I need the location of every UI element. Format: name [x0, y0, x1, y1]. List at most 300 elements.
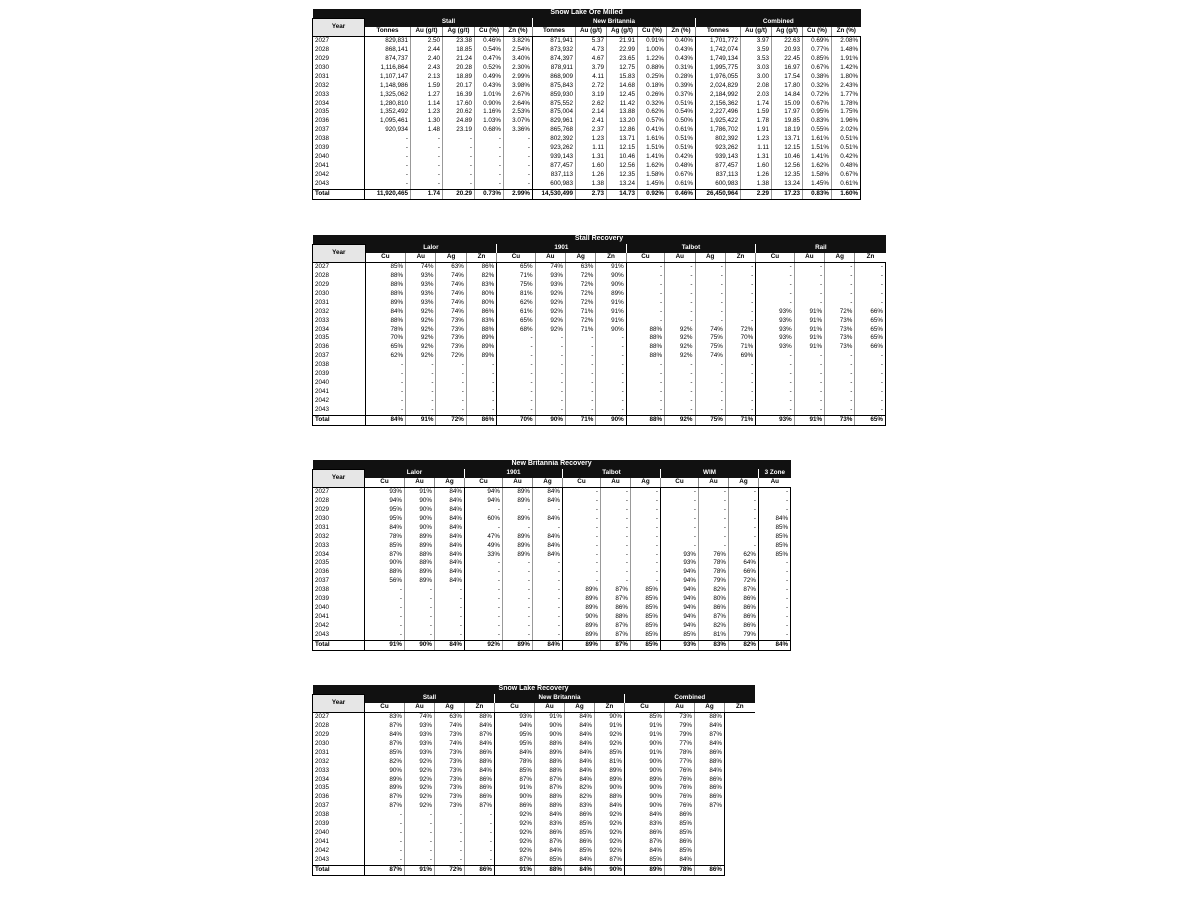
value-cell: 17.54: [772, 73, 803, 82]
value-cell: 93%: [406, 272, 436, 281]
value-cell: 0.43%: [667, 46, 696, 55]
value-cell: -: [465, 820, 495, 829]
value-cell: -: [465, 604, 503, 613]
value-cell: 0.51%: [832, 135, 861, 144]
value-cell: 92%: [535, 326, 565, 335]
column-header-row: [313, 253, 886, 262]
total-value: 1.60%: [832, 189, 861, 199]
value-cell: 82%: [699, 622, 729, 631]
year-cell: 2033: [313, 91, 365, 100]
value-cell: 0.52%: [475, 64, 504, 73]
value-cell: 88%: [626, 352, 664, 361]
value-cell: 84%: [535, 847, 565, 856]
group-header: Combined: [696, 18, 861, 27]
value-cell: -: [756, 397, 794, 406]
value-cell: 86%: [535, 829, 565, 838]
value-cell: 90%: [365, 559, 405, 568]
value-cell: -: [725, 272, 755, 281]
value-cell: -: [825, 299, 855, 308]
value-cell: -: [405, 847, 435, 856]
value-cell: 2.40: [411, 55, 443, 64]
value-cell: 4.67: [576, 55, 607, 64]
value-cell: 91%: [596, 263, 626, 272]
year-cell: 2035: [313, 108, 365, 117]
total-value: 90%: [405, 640, 435, 650]
value-cell: -: [695, 397, 725, 406]
value-cell: 93%: [406, 299, 436, 308]
column-header: Au: [665, 703, 695, 712]
value-cell: -: [405, 586, 435, 595]
value-cell: -: [665, 379, 695, 388]
table-row: [313, 542, 791, 551]
column-header: Cu: [365, 478, 405, 487]
value-cell: 72%: [565, 281, 595, 290]
value-cell: 86%: [695, 793, 725, 802]
value-cell: -: [465, 595, 503, 604]
value-cell: 95%: [495, 740, 535, 749]
value-cell: 600,983: [533, 180, 576, 189]
table-row: [313, 776, 755, 785]
value-cell: 65%: [855, 326, 886, 335]
value-cell: 95%: [365, 506, 405, 515]
value-cell: 82%: [365, 758, 405, 767]
table-row: [313, 577, 791, 586]
value-cell: 93%: [495, 713, 535, 722]
value-cell: -: [411, 162, 443, 171]
value-cell: -: [563, 551, 601, 560]
table-row: [313, 740, 755, 749]
value-cell: 2.44: [411, 46, 443, 55]
value-cell: 89%: [365, 776, 405, 785]
value-cell: 83%: [466, 317, 496, 326]
value-cell: 0.31%: [667, 64, 696, 73]
value-cell: -: [729, 542, 759, 551]
value-cell: 92%: [405, 802, 435, 811]
value-cell: -: [756, 361, 794, 370]
value-cell: -: [631, 577, 661, 586]
value-cell: 1,107,147: [365, 73, 411, 82]
value-cell: -: [759, 595, 791, 604]
value-cell: 84%: [435, 533, 465, 542]
value-cell: -: [405, 820, 435, 829]
value-cell: -: [503, 631, 533, 640]
total-row: [313, 640, 791, 650]
value-cell: 74%: [436, 281, 466, 290]
value-cell: 88%: [535, 740, 565, 749]
value-cell: 93%: [756, 308, 794, 317]
value-cell: -: [565, 343, 595, 352]
value-cell: 84%: [665, 856, 695, 865]
value-cell: -: [365, 388, 405, 397]
value-cell: 63%: [436, 263, 466, 272]
value-cell: 20.28: [443, 64, 475, 73]
value-cell: 90%: [625, 758, 665, 767]
value-cell: -: [535, 343, 565, 352]
value-cell: 84%: [533, 551, 563, 560]
value-cell: -: [626, 299, 664, 308]
ore-milled-table: [312, 9, 859, 200]
value-cell: 73%: [435, 802, 465, 811]
value-cell: 85%: [759, 551, 791, 560]
value-cell: 1,325,062: [365, 91, 411, 100]
value-cell: 2.53%: [504, 108, 533, 117]
value-cell: -: [365, 595, 405, 604]
value-cell: 91%: [794, 343, 824, 352]
value-cell: -: [665, 406, 695, 415]
column-header: Ag: [729, 478, 759, 487]
value-cell: 92%: [535, 290, 565, 299]
total-value: 86%: [465, 865, 495, 875]
value-cell: -: [535, 397, 565, 406]
value-cell: -: [855, 406, 886, 415]
value-cell: 85%: [759, 524, 791, 533]
column-header: Ag (g/t): [607, 27, 638, 36]
year-cell: 2036: [313, 343, 366, 352]
value-cell: 78%: [495, 758, 535, 767]
total-value: 88%: [535, 865, 565, 875]
table-row: [313, 334, 886, 343]
value-cell: 875,004: [533, 108, 576, 117]
value-cell: 15.09: [772, 100, 803, 109]
value-cell: -: [601, 515, 631, 524]
value-cell: -: [465, 524, 503, 533]
value-cell: 65%: [855, 317, 886, 326]
total-value: 85%: [631, 640, 661, 650]
value-cell: 89%: [405, 577, 435, 586]
value-cell: 85%: [665, 820, 695, 829]
value-cell: 80%: [699, 595, 729, 604]
year-cell: 2037: [313, 577, 365, 586]
value-cell: -: [497, 361, 535, 370]
value-cell: 1.31: [576, 153, 607, 162]
value-cell: -: [565, 361, 595, 370]
value-cell: 91%: [794, 317, 824, 326]
value-cell: 92%: [535, 299, 565, 308]
value-cell: 2.50: [411, 37, 443, 46]
value-cell: 1.38: [741, 180, 772, 189]
value-cell: 89%: [595, 767, 625, 776]
year-cell: 2042: [313, 847, 365, 856]
value-cell: 85%: [625, 856, 665, 865]
year-header: Year: [313, 469, 365, 487]
value-cell: 66%: [855, 308, 886, 317]
total-label: Total: [313, 865, 365, 875]
value-cell: 1.91: [741, 126, 772, 135]
value-cell: 18.89: [443, 73, 475, 82]
value-cell: 91%: [596, 308, 626, 317]
value-cell: 63%: [435, 713, 465, 722]
value-cell: 19.85: [772, 117, 803, 126]
value-cell: -: [365, 397, 405, 406]
value-cell: 0.61%: [667, 126, 696, 135]
value-cell: 0.32%: [803, 82, 832, 91]
column-header: Cu (%): [475, 27, 504, 36]
value-cell: -: [665, 299, 695, 308]
value-cell: 88%: [535, 758, 565, 767]
value-cell: 1.77%: [832, 91, 861, 100]
total-value: 87%: [365, 865, 405, 875]
value-cell: 73%: [436, 317, 466, 326]
total-value: 91%: [495, 865, 535, 875]
data-table: [312, 9, 861, 200]
value-cell: 62%: [365, 352, 405, 361]
value-cell: 94%: [661, 622, 699, 631]
value-cell: 85%: [665, 847, 695, 856]
value-cell: 1.23: [576, 135, 607, 144]
value-cell: -: [466, 379, 496, 388]
value-cell: 86%: [601, 604, 631, 613]
value-cell: -: [729, 524, 759, 533]
table-row: [313, 326, 886, 335]
value-cell: -: [665, 290, 695, 299]
value-cell: 1.61%: [638, 135, 667, 144]
value-cell: -: [661, 533, 699, 542]
value-cell: -: [535, 334, 565, 343]
column-header: Zn: [725, 253, 755, 262]
value-cell: 0.48%: [667, 162, 696, 171]
value-cell: -: [533, 506, 563, 515]
value-cell: 12.35: [607, 171, 638, 180]
table-row: [313, 722, 755, 731]
value-cell: 5.37: [576, 37, 607, 46]
column-header: Au: [794, 253, 824, 262]
value-cell: 63%: [565, 263, 595, 272]
value-cell: -: [794, 406, 824, 415]
value-cell: 829,961: [533, 117, 576, 126]
value-cell: -: [365, 829, 405, 838]
value-cell: -: [626, 272, 664, 281]
value-cell: 84%: [533, 533, 563, 542]
value-cell: -: [825, 388, 855, 397]
value-cell: 91%: [495, 784, 535, 793]
column-header: Cu: [626, 253, 664, 262]
table-row: [313, 613, 791, 622]
value-cell: 88%: [601, 613, 631, 622]
value-cell: 3.19: [576, 91, 607, 100]
column-header: Zn (%): [832, 27, 861, 36]
column-header: Au (g/t): [576, 27, 607, 36]
value-cell: 92%: [495, 829, 535, 838]
table-row: [313, 551, 791, 560]
value-cell: 91%: [625, 731, 665, 740]
value-cell: 72%: [436, 352, 466, 361]
value-cell: 72%: [729, 577, 759, 586]
value-cell: -: [855, 379, 886, 388]
column-header: Zn: [466, 253, 496, 262]
value-cell: 82%: [466, 272, 496, 281]
value-cell: 1.59: [741, 108, 772, 117]
table-row: [313, 524, 791, 533]
value-cell: 82%: [699, 586, 729, 595]
value-cell: 84%: [565, 713, 595, 722]
value-cell: -: [411, 144, 443, 153]
value-cell: 85%: [565, 820, 595, 829]
table-title-row: [313, 685, 755, 694]
value-cell: 84%: [565, 776, 595, 785]
data-table: [312, 460, 791, 651]
value-cell: -: [626, 308, 664, 317]
value-cell: 90%: [535, 731, 565, 740]
value-cell: -: [699, 497, 729, 506]
value-cell: 92%: [535, 317, 565, 326]
table-row: [313, 117, 861, 126]
value-cell: -: [436, 388, 466, 397]
value-cell: 1,701,772: [696, 37, 741, 46]
value-cell: -: [406, 370, 436, 379]
value-cell: 86%: [565, 811, 595, 820]
year-cell: 2029: [313, 731, 365, 740]
value-cell: -: [759, 586, 791, 595]
value-cell: -: [794, 379, 824, 388]
value-cell: 84%: [365, 731, 405, 740]
value-cell: 92%: [595, 838, 625, 847]
value-cell: 1,925,422: [696, 117, 741, 126]
value-cell: 90%: [495, 793, 535, 802]
value-cell: -: [405, 622, 435, 631]
value-cell: 88%: [626, 334, 664, 343]
table-row: [313, 317, 886, 326]
table-row: [313, 811, 755, 820]
value-cell: -: [601, 551, 631, 560]
value-cell: -: [497, 370, 535, 379]
value-cell: 82%: [565, 793, 595, 802]
value-cell: 20.17: [443, 82, 475, 91]
value-cell: 92%: [595, 829, 625, 838]
value-cell: 47%: [465, 533, 503, 542]
value-cell: 0.28%: [667, 73, 696, 82]
value-cell: -: [565, 397, 595, 406]
table-title-row: [313, 460, 791, 469]
value-cell: -: [855, 263, 886, 272]
value-cell: 91%: [596, 317, 626, 326]
value-cell: -: [631, 568, 661, 577]
table-row: [313, 73, 861, 82]
value-cell: 80%: [466, 299, 496, 308]
value-cell: -: [497, 379, 535, 388]
value-cell: 91%: [595, 722, 625, 731]
value-cell: 3.82%: [504, 37, 533, 46]
table-title: New Britannia Recovery: [313, 460, 791, 469]
value-cell: 84%: [533, 515, 563, 524]
value-cell: 600,983: [696, 180, 741, 189]
value-cell: 868,141: [365, 46, 411, 55]
value-cell: -: [729, 533, 759, 542]
value-cell: -: [665, 388, 695, 397]
table-row: [313, 767, 755, 776]
value-cell: 18.19: [772, 126, 803, 135]
year-cell: 2041: [313, 162, 365, 171]
value-cell: -: [794, 361, 824, 370]
year-cell: 2033: [313, 542, 365, 551]
value-cell: 89%: [503, 542, 533, 551]
value-cell: -: [365, 613, 405, 622]
value-cell: -: [405, 856, 435, 865]
value-cell: -: [631, 515, 661, 524]
value-cell: 94%: [465, 488, 503, 497]
value-cell: -: [435, 829, 465, 838]
year-cell: 2033: [313, 317, 366, 326]
year-cell: 2029: [313, 55, 365, 64]
value-cell: 92%: [665, 343, 695, 352]
value-cell: -: [665, 272, 695, 281]
value-cell: 64%: [729, 559, 759, 568]
value-cell: 87%: [695, 802, 725, 811]
value-cell: -: [533, 595, 563, 604]
value-cell: 88%: [695, 758, 725, 767]
value-cell: 89%: [405, 542, 435, 551]
table-row: [313, 506, 791, 515]
value-cell: 90%: [405, 506, 435, 515]
value-cell: -: [475, 171, 504, 180]
value-cell: 2.72: [576, 82, 607, 91]
value-cell: -: [695, 299, 725, 308]
table-row: [313, 55, 861, 64]
column-header: Tonnes: [365, 27, 411, 36]
value-cell: 79%: [729, 631, 759, 640]
value-cell: 1.51%: [803, 144, 832, 153]
value-cell: 86%: [495, 802, 535, 811]
value-cell: -: [759, 622, 791, 631]
value-cell: 1.26: [576, 171, 607, 180]
year-cell: 2039: [313, 820, 365, 829]
total-value: 26,450,964: [696, 189, 741, 199]
value-cell: -: [661, 524, 699, 533]
value-cell: 0.67%: [832, 171, 861, 180]
value-cell: -: [729, 488, 759, 497]
value-cell: -: [565, 406, 595, 415]
year-cell: 2027: [313, 263, 366, 272]
value-cell: 837,113: [696, 171, 741, 180]
value-cell: 79%: [699, 577, 729, 586]
value-cell: 92%: [406, 308, 436, 317]
value-cell: 88%: [626, 326, 664, 335]
value-cell: -: [626, 406, 664, 415]
column-header: Zn: [465, 703, 495, 712]
value-cell: 1.38: [576, 180, 607, 189]
table-row: [313, 144, 861, 153]
value-cell: -: [443, 135, 475, 144]
value-cell: 70%: [365, 334, 405, 343]
value-cell: 91%: [625, 749, 665, 758]
value-cell: 0.67%: [667, 171, 696, 180]
value-cell: 3.03: [741, 64, 772, 73]
value-cell: 85%: [631, 604, 661, 613]
year-cell: 2042: [313, 397, 366, 406]
value-cell: -: [365, 180, 411, 189]
value-cell: 3.36%: [504, 126, 533, 135]
value-cell: 1.91%: [832, 55, 861, 64]
value-cell: 74%: [436, 308, 466, 317]
table-row: [313, 263, 886, 272]
year-cell: 2038: [313, 135, 365, 144]
value-cell: -: [535, 370, 565, 379]
value-cell: 20.93: [772, 46, 803, 55]
value-cell: -: [626, 370, 664, 379]
value-cell: -: [825, 352, 855, 361]
value-cell: -: [535, 388, 565, 397]
total-value: 92%: [465, 640, 503, 650]
value-cell: -: [503, 613, 533, 622]
value-cell: -: [435, 820, 465, 829]
total-value: 91%: [406, 415, 436, 425]
value-cell: 74%: [436, 299, 466, 308]
value-cell: 94%: [661, 604, 699, 613]
value-cell: [695, 811, 725, 820]
total-label: Total: [313, 640, 365, 650]
column-header: Tonnes: [533, 27, 576, 36]
value-cell: 76%: [665, 802, 695, 811]
value-cell: -: [601, 506, 631, 515]
